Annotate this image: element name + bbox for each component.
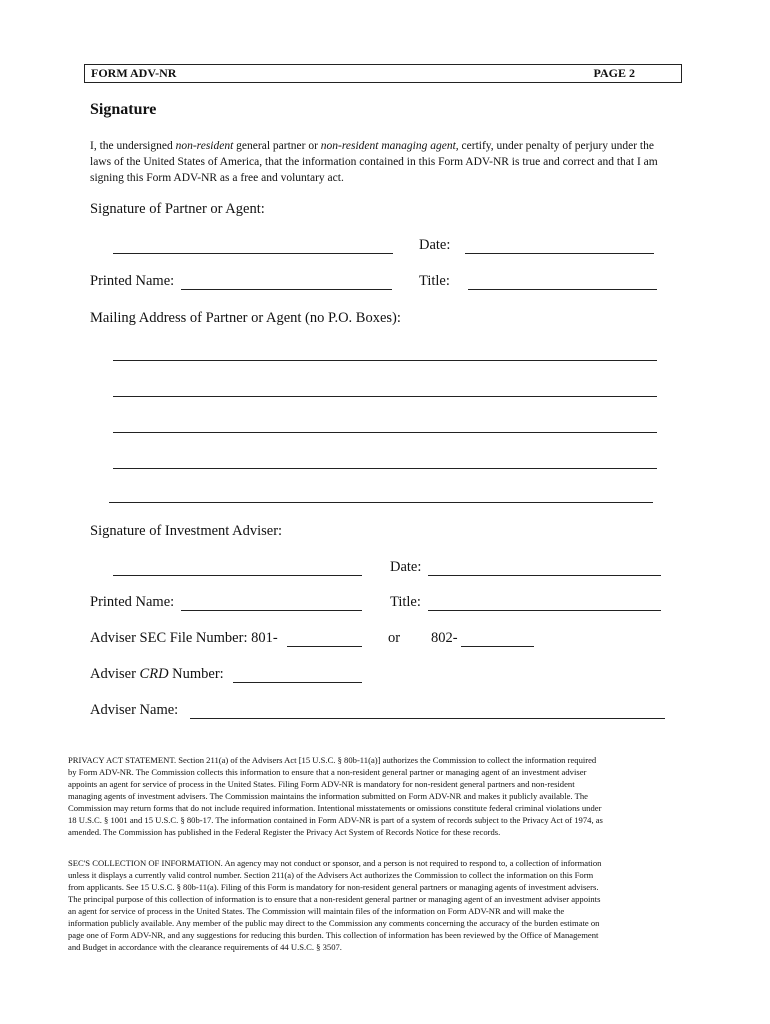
- collection-notice: [68, 857, 601, 953]
- partner-printed-name-field[interactable]: [181, 289, 392, 290]
- adviser-title-label: Title:: [390, 594, 421, 610]
- signature-heading: Signature: [90, 101, 157, 118]
- adviser-signature-title: Signature of Investment Adviser:: [90, 523, 283, 539]
- privacy-line: by Form ADV-NR. The Commission collects this information to ensure that a non-resident general partner or managing agent of an investment adviser: [68, 767, 587, 777]
- sec-file-802-prefix: 802-: [431, 630, 458, 646]
- partner-signature-line[interactable]: [113, 253, 393, 254]
- mailing-address-line-2[interactable]: [113, 396, 657, 397]
- mailing-address-line-5[interactable]: [109, 502, 653, 503]
- crd-number-field[interactable]: [233, 682, 362, 683]
- crd-number-label: Adviser CRD Number:: [90, 666, 224, 682]
- collection-line: SEC'S COLLECTION OF INFORMATION. An agency may not conduct or sponsor, and a person is not required to respond to, a collection of information: [68, 858, 602, 868]
- or-label: or: [388, 630, 401, 646]
- form-label: FORM ADV-NR: [91, 66, 177, 80]
- partner-date-label: Date:: [419, 237, 451, 253]
- partner-date-field[interactable]: [465, 253, 654, 254]
- certification-text: I, the undersigned non-resident general partner or non-resident managing agent, certify, under penalty of perjury under the laws of the United States of America, that the information contained in this Form ADV-NR is true and correct and that I am signing this Form ADV-NR as a free and voluntary act.: [90, 140, 658, 184]
- partner-title-field[interactable]: [468, 289, 657, 290]
- mailing-address-line-3[interactable]: [113, 432, 657, 433]
- page-label: PAGE 2: [593, 66, 635, 80]
- adviser-signature-line[interactable]: [113, 575, 362, 576]
- collection-line: unless it displays a currently valid control number. Section 211(a) of the Advisers Act authorizes the Commission to collect the information on this Form: [68, 870, 594, 880]
- sec-file-number-label: Adviser SEC File Number: 801-: [90, 630, 278, 646]
- adviser-date-label: Date:: [390, 559, 422, 575]
- adviser-title-field[interactable]: [428, 610, 661, 611]
- mailing-address-line-4[interactable]: [113, 468, 657, 469]
- collection-line: an agent for service of process in the United States. The Commission will maintain files of the information on Form ADV-NR and will make the: [68, 906, 565, 916]
- collection-line: information publicly available. Any member of the public may direct to the Commission any comments concerning the accuracy of the burden estimate on: [68, 918, 600, 928]
- adviser-name-field[interactable]: [190, 718, 665, 719]
- adviser-name-label: Adviser Name:: [90, 702, 179, 718]
- collection-line: and Budget in accordance with the clearance requirements of 44 U.S.C. § 3507.: [68, 942, 342, 952]
- privacy-line: managing agents of investment advisers. The Commission maintains the information submitted on Form ADV-NR and makes it publicly available. The: [68, 791, 588, 801]
- sec-file-802-field[interactable]: [461, 646, 534, 647]
- adviser-printed-name-field[interactable]: [181, 610, 362, 611]
- partner-printed-name-label: Printed Name:: [90, 273, 175, 289]
- privacy-line: Commission may return forms that do not include required information. Intentional misstatements or omissions constitute federal criminal violations under: [68, 803, 602, 813]
- mailing-address-label: Mailing Address of Partner or Agent (no P.O. Boxes):: [90, 310, 401, 326]
- privacy-act-statement: [68, 754, 603, 838]
- collection-line: The principal purpose of this collection of information is to ensure that a non-resident general partner or managing agent of an investment adviser appoints: [68, 894, 601, 904]
- privacy-line: 18 U.S.C. § 1001 and 15 U.S.C. § 80b-17. The information contained in Form ADV-NR is part of a system of records subject to the Privacy Act of 1974, as: [68, 815, 603, 825]
- partner-title-label: Title:: [419, 273, 450, 289]
- adviser-date-field[interactable]: [428, 575, 661, 576]
- partner-signature-title: Signature of Partner or Agent:: [90, 201, 265, 217]
- sec-file-801-field[interactable]: [287, 646, 362, 647]
- collection-line: page one of Form ADV-NR, and any suggestions for reducing this burden. This collection of information has been reviewed by the Office of Management: [68, 930, 599, 940]
- collection-line: from applicants. See 15 U.S.C. § 80b-11(a). Filing of this Form is mandatory for non-resident general partners or managing agents of investment advisers.: [68, 882, 599, 892]
- privacy-line: appoints an agent for service of process in the United States. Filing Form ADV-NR is mandatory for non-resident general partners and non-resident: [68, 779, 575, 789]
- form-header: [84, 64, 682, 83]
- privacy-line: amended. The Commission has published in the Federal Register the Privacy Act System of Records Notice for these records.: [68, 827, 501, 837]
- privacy-line: PRIVACY ACT STATEMENT. Section 211(a) of the Advisers Act [15 U.S.C. § 80b-11(a)] authorizes the Commission to collect the information required: [68, 755, 597, 765]
- mailing-address-line-1[interactable]: [113, 360, 657, 361]
- adviser-printed-name-label: Printed Name:: [90, 594, 175, 610]
